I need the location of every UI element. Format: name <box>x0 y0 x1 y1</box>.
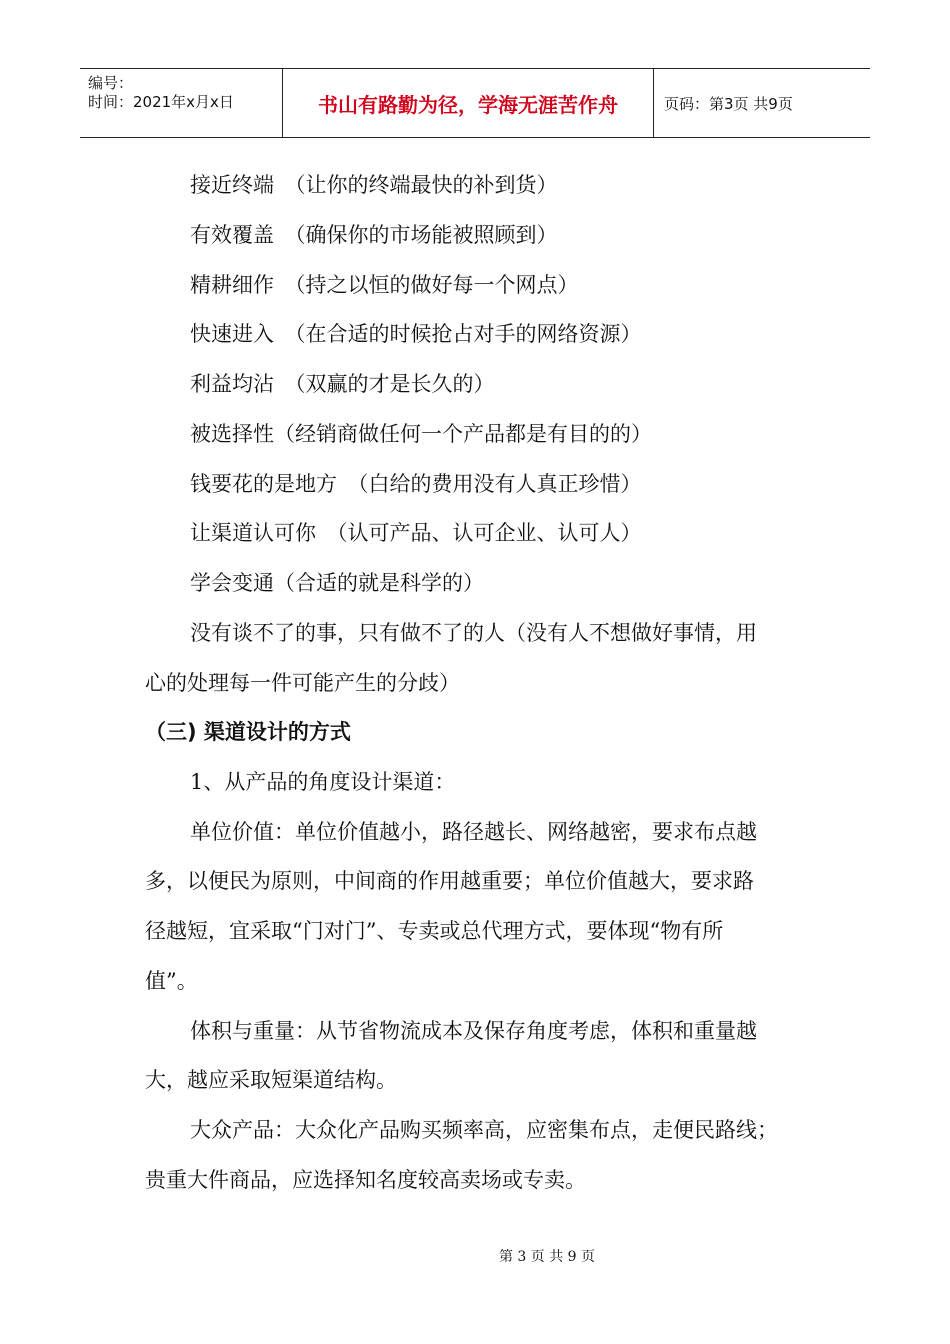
text-line: 大众产品：大众化产品购买频率高，应密集布点，走便民路线； <box>190 1118 778 1142</box>
section-heading: （三) 渠道设计的方式 <box>145 720 351 744</box>
text-line: 没有谈不了的事，只有做不了的人（没有人不想做好事情，用 <box>190 621 757 645</box>
text-line: 值”。 <box>145 969 198 993</box>
text-line: 多，以便民为原则，中间商的作用越重要；单位价值越大，要求路 <box>145 869 754 893</box>
date-label: 时间：2021年x月x日 <box>88 93 234 111</box>
text-line: 快速进入 （在合适的时候抢占对手的网络资源） <box>190 322 642 346</box>
text-line: 精耕细作 （持之以恒的做好每一个网点） <box>190 273 579 297</box>
text-line: 让渠道认可你 （认可产品、认可企业、认可人） <box>190 521 642 545</box>
text-line: 有效覆盖 （确保你的市场能被照顾到） <box>190 223 558 247</box>
text-line: 钱要花的是地方 （白给的费用没有人真正珍惜） <box>190 472 642 496</box>
text-line: 径越短，宜采取“门对门”、专卖或总代理方式，要体现“物有所 <box>145 919 724 943</box>
text-line: 大，越应采取短渠道结构。 <box>145 1068 397 1092</box>
text-line: 贵重大件商品，应选择知名度较高卖场或专卖。 <box>145 1168 586 1192</box>
number-label: 编号： <box>88 74 134 92</box>
text-line: 体积与重量：从节省物流成本及保存角度考虑，体积和重量越 <box>190 1019 757 1043</box>
text-line: 心的处理每一件可能产生的分歧） <box>145 671 460 695</box>
text-line: 1、从产品的角度设计渠道： <box>190 770 456 794</box>
text-line: 单位价值：单位价值越小，路径越长、网络越密，要求布点越 <box>190 820 757 844</box>
motto: 书山有路勤为径，学海无涯苦作舟 <box>283 69 654 137</box>
page-footer: 第 3 页 共 9 页 <box>498 1249 596 1265</box>
text-line: 接近终端 （让你的终端最快的补到货） <box>190 173 558 197</box>
page-info: 页码：第3页 共9页 <box>664 94 793 113</box>
header-table <box>80 68 870 138</box>
text-line: 利益均沾 （双赢的才是长久的） <box>190 372 495 396</box>
text-line: 被选择性（经销商做任何一个产品都是有目的的） <box>190 422 652 446</box>
header-left-cell <box>80 69 283 137</box>
text-line: 学会变通（合适的就是科学的） <box>190 571 484 595</box>
